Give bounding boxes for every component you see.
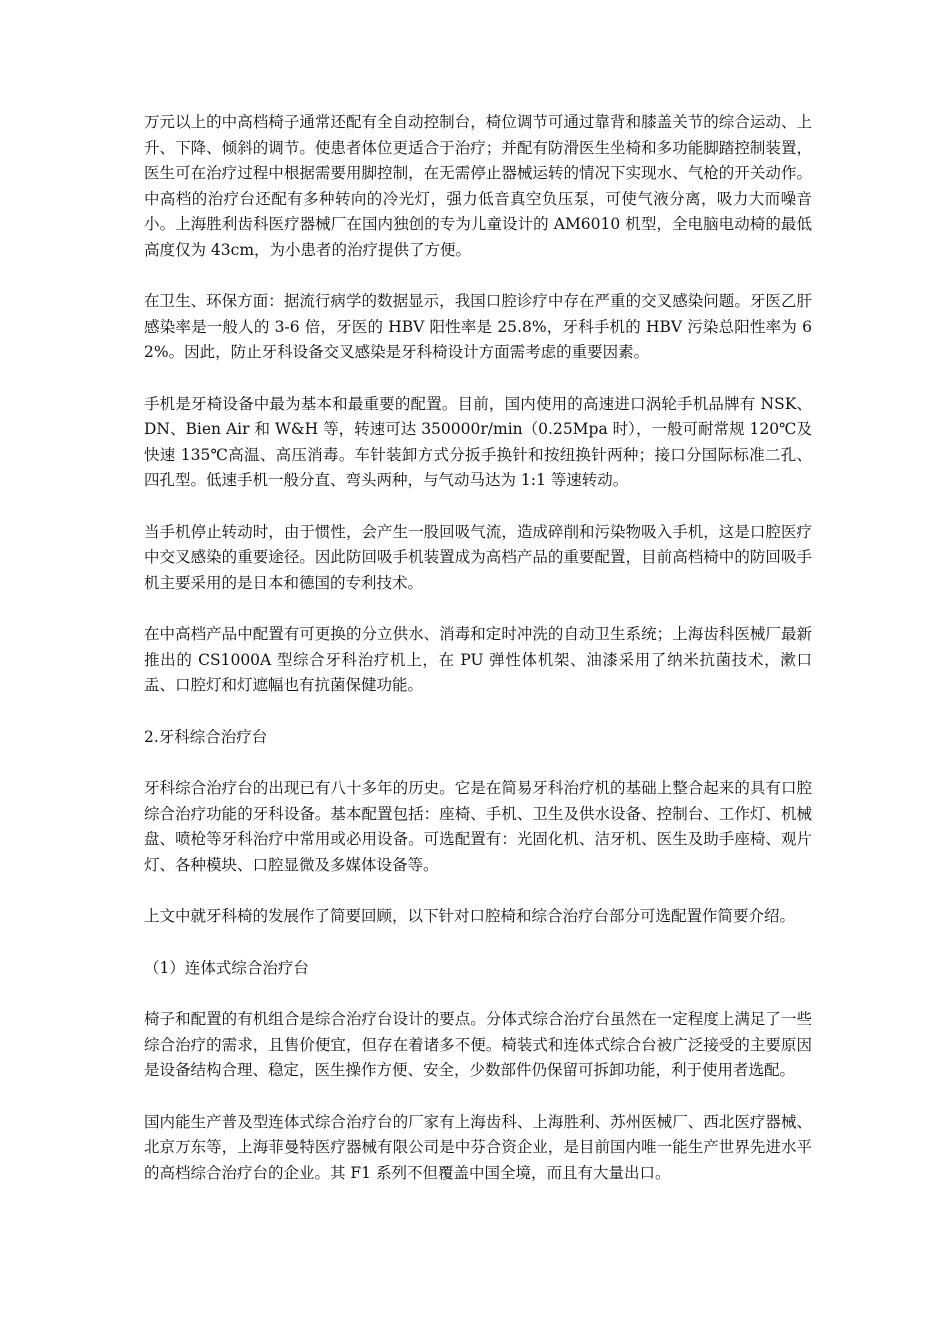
section-heading-dental-unit: 2.牙科综合治疗台 <box>144 727 268 746</box>
paragraph-manufacturers: 国内能生产普及型连体式综合治疗台的厂家有上海齿科、上海胜利、苏州医械厂、西北医疗器械、北京万东等，上海菲曼特医疗器械有限公司是中芬合资企业，是目前国内唯一能生产世界先进水平的高档综合治疗台的企业。其 F1 系列不但覆盖中国全境，而且有大量出口。 <box>144 1112 812 1182</box>
paragraph-auto-hygiene-system: 在中高档产品中配置有可更换的分立供水、消毒和定时冲洗的自动卫生系统；上海齿科医械厂最新推出的 CS1000A 型综合牙科治疗机上，在 PU 弹性体机架、油漆采用了纳米抗菌技术，漱口盂、口腔灯和灯遮幅也有抗菌保健功能。 <box>144 625 812 694</box>
paragraph-integrated-design: 椅子和配置的有机组合是综合治疗台设计的要点。分体式综合治疗台虽然在一定程度上满足了一些综合治疗的需求，且售价便宜，但存在着诸多不便。椅装式和连体式综合台被广泛接受的主要原因是设备结构合理、稳定，医生操作方便、安全，少数部件仍保留可拆卸功能，利于使用者选配。 <box>144 1010 812 1079</box>
paragraph-review-intro: 上文中就牙科椅的发展作了简要回顾，以下针对口腔椅和综合治疗台部分可选配置作简要介绍。 <box>144 907 796 925</box>
subsection-heading-integrated-unit: （1）连体式综合治疗台 <box>144 958 309 977</box>
paragraph-control-console: 万元以上的中高档椅子通常还配有全自动控制台，椅位调节可通过靠背和膝盖关节的综合运动、上升、下降、倾斜的调节。使患者体位更适合于治疗；并配有防滑医生坐椅和多功能脚踏控制装置，医生可在治疗过程中根据需要用脚控制，在无需停止器械运转的情况下实现水、气枪的开关动作。中高档的治疗台还配有多种转向的冷光灯，强力低音真空负压泵，可使气液分离，吸力大而噪音小。上海胜利齿科医疗器械厂在国内独创的专为儿童设计的 AM6010 机型，全电脑电动椅的最低高度仅为 43cm，为小患者的治疗提供了方便。 <box>144 113 812 259</box>
document-page <box>144 110 812 1212</box>
paragraph-dental-unit-history: 牙科综合治疗台的出现已有八十多年的历史。它是在简易牙科治疗机的基础上整合起来的具有口腔综合治疗功能的牙科设备。基本配置包括：座椅、手机、卫生及供水设备、控制台、工作灯、机械盘、喷枪等牙科治疗中常用或必用设备。可选配置有：光固化机、洁牙机、医生及助手座椅、观片灯、各种模块、口腔显微及多媒体设备等。 <box>144 779 812 874</box>
paragraph-handpiece: 手机是牙椅设备中最为基本和最重要的配置。目前，国内使用的高速进口涡轮手机品牌有 NSK、DN、Bien Air 和 W&H 等，转速可达 350000r/min（0.25Mpa 时），一般可耐常规 120℃及快速 135℃高温、高压消毒。车针装卸方式分扳手换针和按纽换针两种；接口分国际标准二孔、四孔型。低速手机一般分直、弯头两种，与气动马达为 1:1 等速转动。 <box>144 394 812 489</box>
paragraph-hygiene: 在卫生、环保方面：据流行病学的数据显示，我国口腔诊疗中存在严重的交叉感染问题。牙医乙肝感染率是一般人的 3-6 倍，牙医的 HBV 阳性率是 25.8%，牙科手机的 HBV 污染总阳性率为 62%。因此，防止牙科设备交叉感染是牙科椅设计方面需考虑的重要因素。 <box>144 292 812 361</box>
paragraph-anti-suckback: 当手机停止转动时，由于惯性，会产生一股回吸气流，造成碎削和污染物吸入手机，这是口腔医疗中交叉感染的重要途径。因此防回吸手机装置成为高档产品的重要配置，目前高档椅中的防回吸手机主要采用的是日本和德国的专利技术。 <box>144 522 812 592</box>
